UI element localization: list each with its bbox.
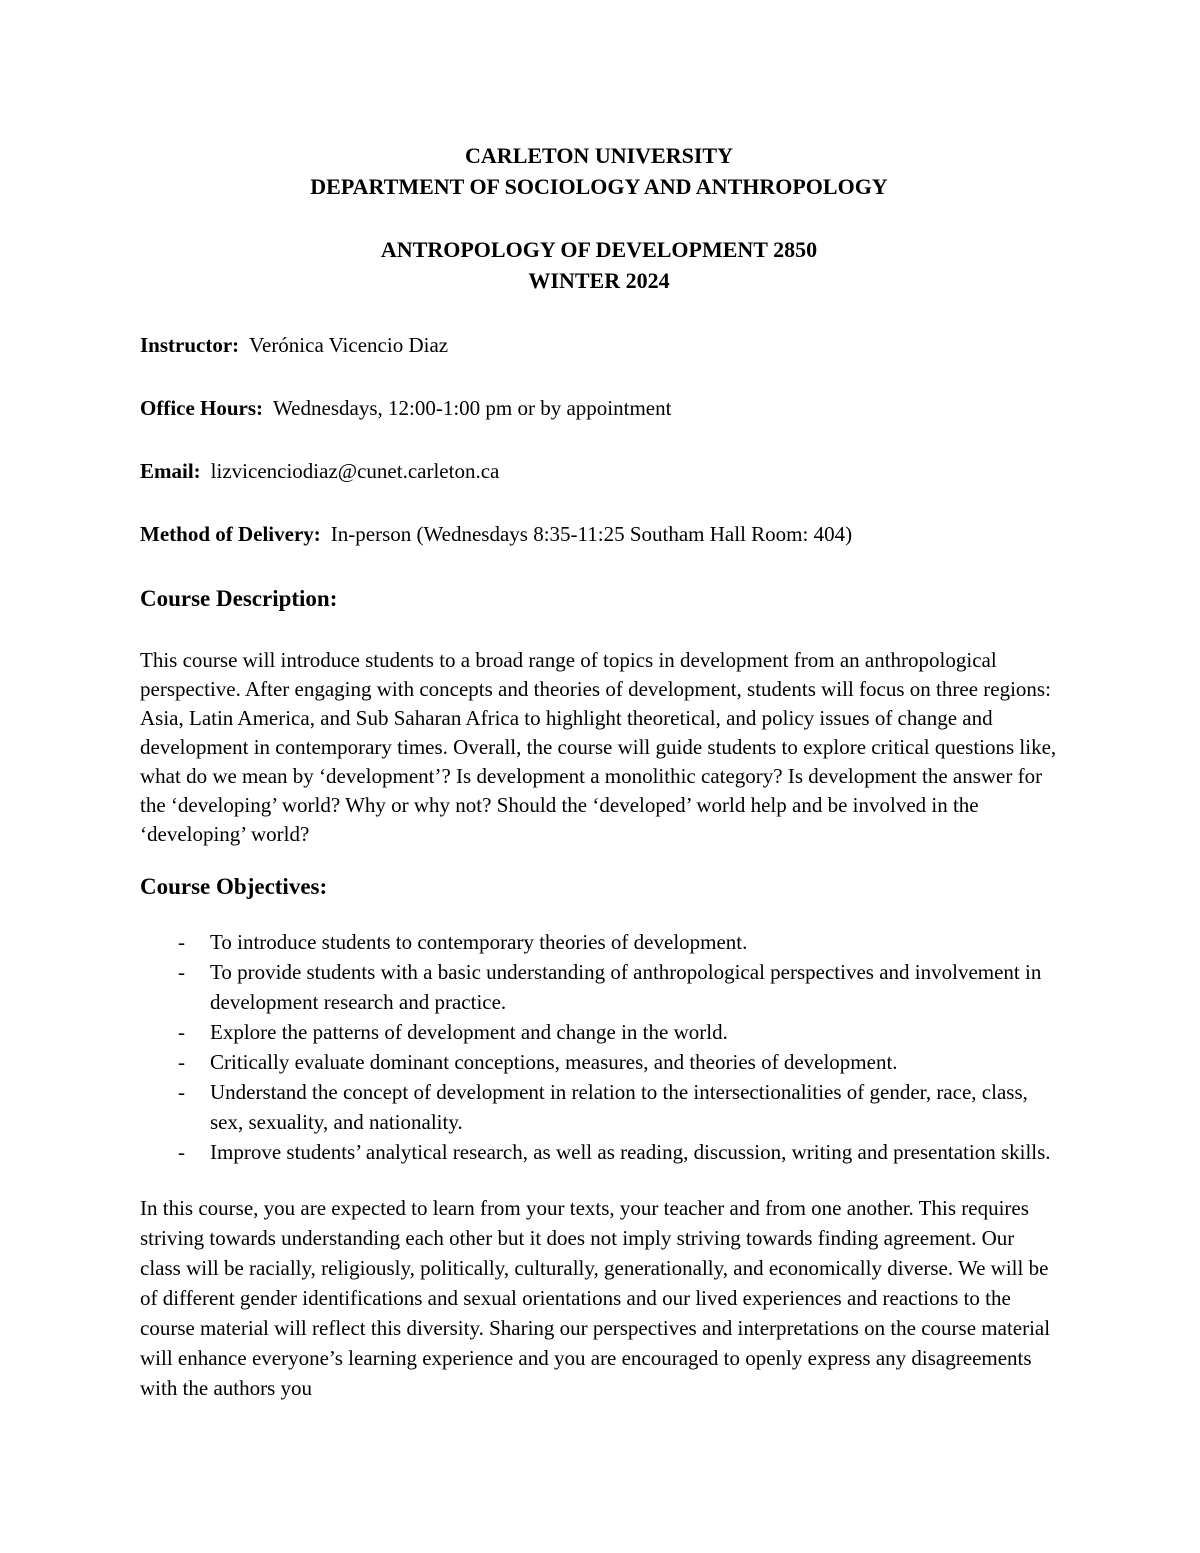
objective-text: To provide students with a basic understanding of anthropological perspectives and involvement in development research and practice. [210,960,1042,1014]
bullet-dash: - [178,1020,185,1044]
instructor-value: Verónica Vicencio Diaz [249,333,449,357]
department-name: DEPARTMENT OF SOCIOLOGY AND ANTHROPOLOGY [310,174,888,199]
course-term: WINTER 2024 [528,268,670,293]
course-info-section [140,330,1058,550]
objective-text: Explore the patterns of development and change in the world. [210,1020,728,1044]
course-objectives-list [140,927,1058,1167]
email-label: Email: [140,459,201,483]
bullet-dash: - [178,930,185,954]
objective-text: Understand the concept of development in relation to the intersectionalities of gender, race, class, sex, sexuality, and nationality. [210,1080,1028,1134]
list-item [140,927,1058,957]
course-objectives-heading: Course Objectives: [140,874,328,899]
list-item [140,957,1058,1017]
header-group-university [140,140,1058,202]
list-item [140,1077,1058,1137]
objective-text: Critically evaluate dominant conceptions, measures, and theories of development. [210,1050,898,1074]
office-hours-label: Office Hours: [140,396,264,420]
office-hours-row [140,393,1058,424]
instructor-label: Instructor: [140,333,240,357]
list-item [140,1017,1058,1047]
method-of-delivery-row [140,519,1058,550]
method-of-delivery-value: In-person (Wednesdays 8:35-11:25 Southam Hall Room: 404) [330,522,853,546]
bullet-dash: - [178,1080,185,1104]
email-value: lizvicenciodiaz@cunet.carleton.ca [210,459,500,483]
document-header [140,140,1058,296]
email-row [140,456,1058,487]
bullet-dash: - [178,1140,185,1164]
objective-text: To introduce students to contemporary theories of development. [210,930,748,954]
method-of-delivery-label: Method of Delivery: [140,522,321,546]
closing-paragraph: In this course, you are expected to learn from your texts, your teacher and from one another. This requires striving towards understanding each other but it does not imply striving towards finding agreement. Our class will be racially, religiously, politically, culturally, generationally, and economically diverse. We will be of different gender identifications and sexual orientations and our lived experiences and reactions to the course material will reflect this diversity. Sharing our perspectives and interpretations on the course material will enhance everyone’s learning experience and you are encouraged to openly express any disagreements with the authors you [140,1196,1051,1400]
list-item [140,1047,1058,1077]
office-hours-value: Wednesdays, 12:00-1:00 pm or by appointment [273,396,672,420]
course-description-heading: Course Description: [140,586,338,611]
course-description-paragraph: This course will introduce students to a broad range of topics in development from an anthropological perspective. After engaging with concepts and theories of development, students will focus on three regions: Asia, Latin America, and Sub Saharan Africa to highlight theoretical, and policy issues of change and development in contemporary times. Overall, the course will guide students to explore critical questions like, what do we mean by ‘development’? Is development a monolithic category? Is development the answer for the ‘developing’ world? Why or why not? Should the ‘developed’ world help and be involved in the ‘developing’ world? [140,648,1057,846]
university-name: CARLETON UNIVERSITY [465,143,733,168]
header-group-course [140,234,1058,296]
bullet-dash: - [178,960,185,984]
course-title: ANTROPOLOGY OF DEVELOPMENT 2850 [380,237,818,262]
instructor-row [140,330,1058,361]
list-item [140,1137,1058,1167]
bullet-dash: - [178,1050,185,1074]
objective-text: Improve students’ analytical research, as well as reading, discussion, writing and presentation skills. [210,1140,1051,1164]
